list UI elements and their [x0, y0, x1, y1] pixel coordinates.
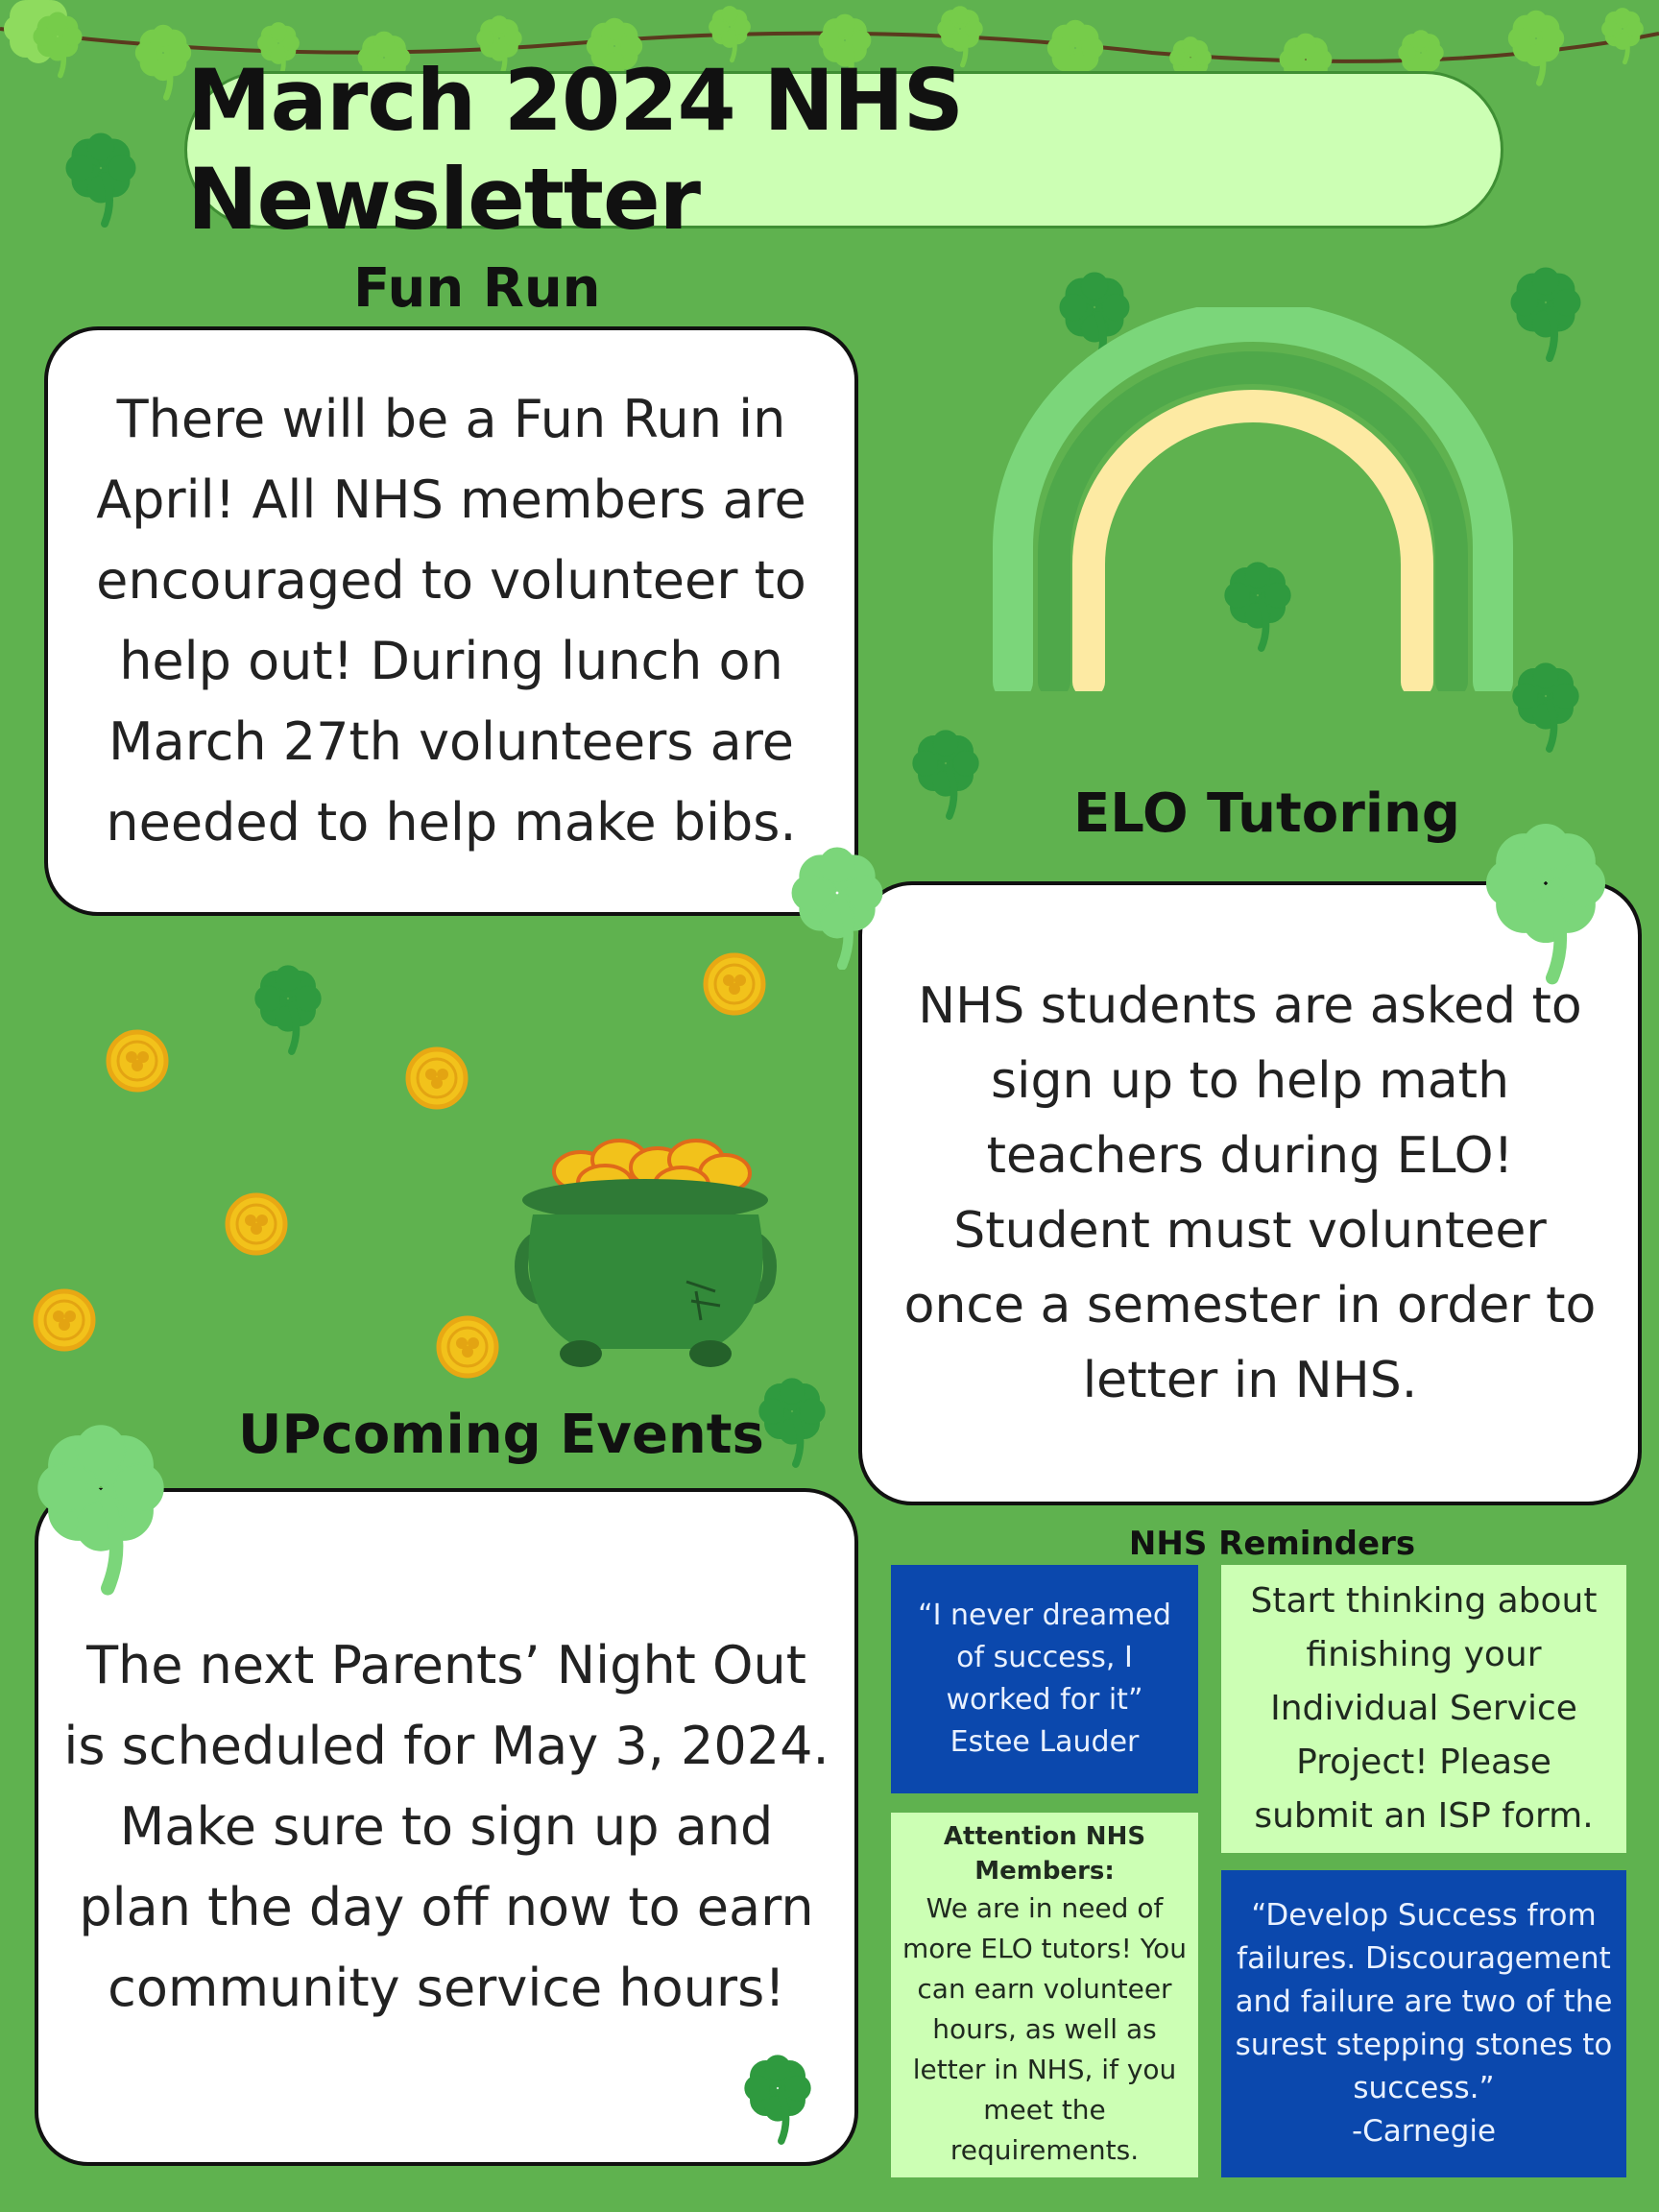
title-banner: [184, 51, 1503, 249]
fun-run-text: There will be a Fun Run in April! All NHS members are encouraged to volunteer to help out! During lunch on March 27th volunteers are needed to help make bibs.: [96, 389, 806, 853]
gold-coin-icon: [104, 1027, 171, 1094]
shamrock-icon: [768, 835, 912, 970]
quote-lauder-author: Estee Lauder: [950, 1725, 1140, 1759]
nhs-reminders-heading: NHS Reminders: [1128, 1525, 1416, 1563]
attention-title: Attention NHS Members:: [943, 1822, 1146, 1886]
quote-carnegie-text: “Develop Success from failures. Discouragement and failure are two of the surest stepping stones to success.”: [1235, 1898, 1613, 2105]
gold-coin-icon: [223, 1190, 290, 1258]
upcoming-events-text: The next Parents’ Night Out is scheduled for May 3, 2024. Make sure to sign up and plan the day off now to earn community service hours!: [63, 1635, 830, 2018]
fun-run-heading: Fun Run: [353, 257, 601, 320]
elo-tutoring-heading: ELO Tutoring: [1073, 782, 1460, 845]
gold-coin-icon: [403, 1045, 470, 1112]
rainbow-icon: [989, 307, 1517, 691]
elo-tutoring-text: NHS students are asked to sign up to help math teachers during ELO! Student must volunteer once a semester in order to letter in NHS.: [903, 977, 1597, 1409]
shamrock-icon: [730, 2045, 835, 2151]
shamrock-icon: [898, 720, 1003, 826]
fun-run-card: [44, 326, 858, 916]
shamrock-icon: [1455, 816, 1647, 989]
quote-lauder-text: “I never dreamed of success, I worked for it”: [918, 1599, 1171, 1717]
quote-carnegie-author: -Carnegie: [1351, 2114, 1497, 2149]
gold-coin-icon: [31, 1286, 98, 1354]
upcoming-events-heading: UPcoming Events: [238, 1404, 764, 1466]
isp-reminder-box: [1221, 1565, 1626, 1853]
attention-members-box: [891, 1813, 1198, 2177]
quote-carnegie-box: [1221, 1870, 1626, 2177]
gold-coin-icon: [701, 950, 768, 1018]
isp-reminder-text: Start thinking about finishing your Individual Service Project! Please submit an ISP form.: [1250, 1581, 1598, 1836]
quote-lauder-box: [891, 1565, 1198, 1793]
shamrock-icon: [5, 1407, 206, 1608]
attention-body: We are in need of more ELO tutors! You can earn volunteer hours, as well as letter in NHS, if you meet the requirements.: [902, 1892, 1187, 2166]
pot-of-gold-icon: [494, 1123, 797, 1373]
gold-coin-icon: [434, 1313, 501, 1381]
newsletter-title: March 2024 NHS Newsletter: [187, 51, 964, 249]
shamrock-icon: [240, 955, 346, 1061]
shamrock-icon: [53, 125, 158, 230]
